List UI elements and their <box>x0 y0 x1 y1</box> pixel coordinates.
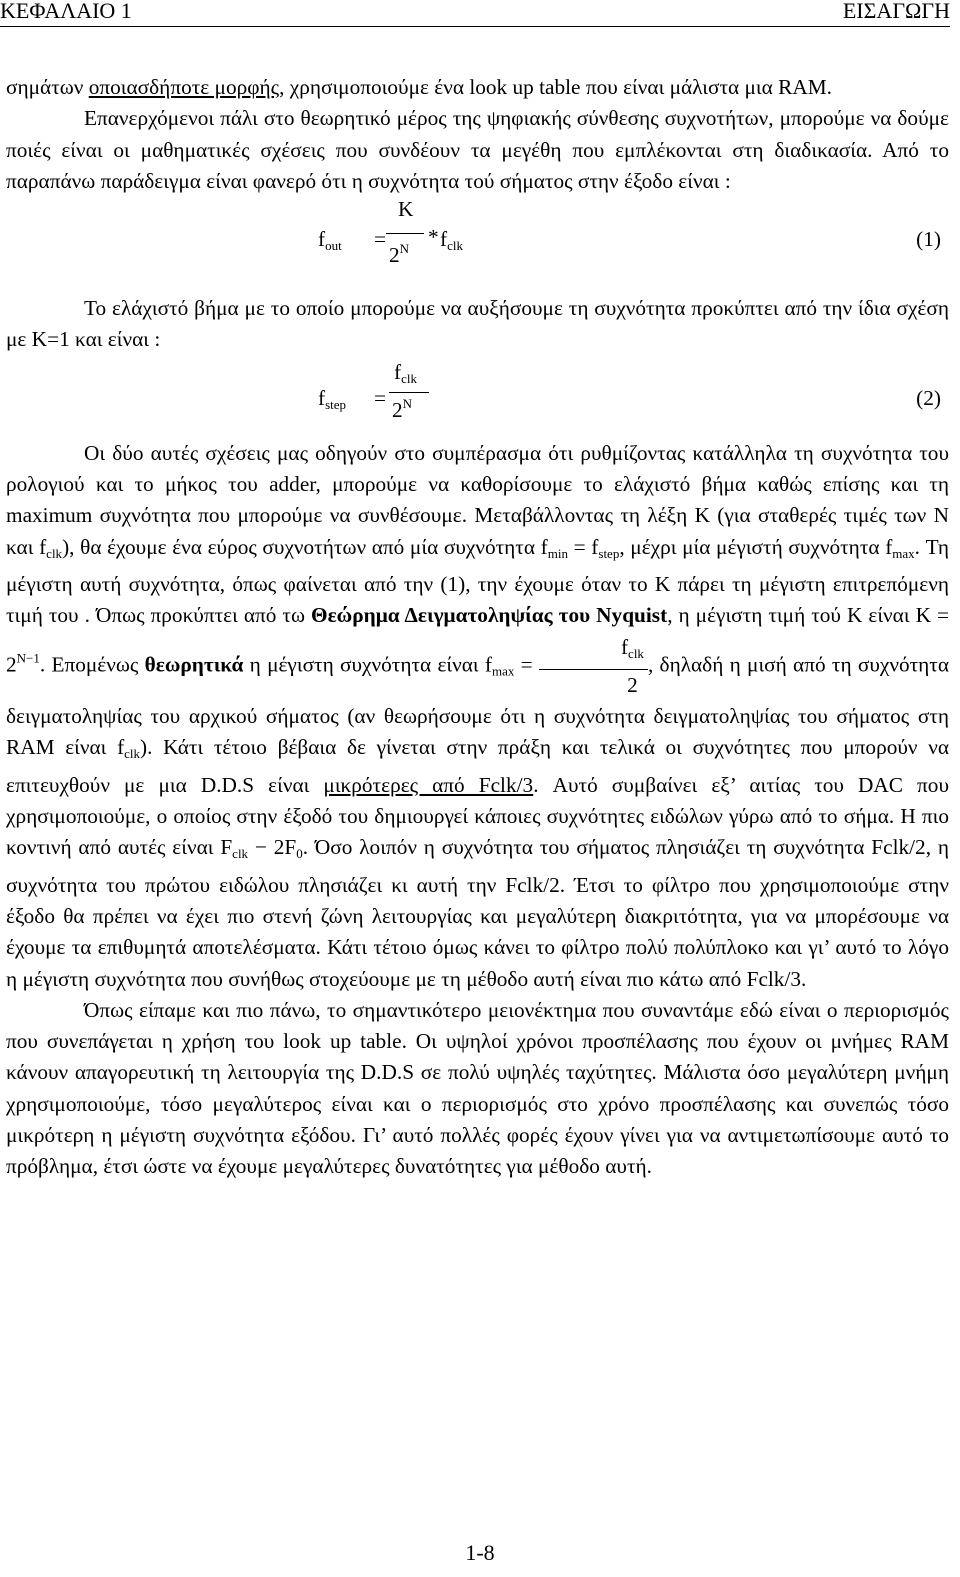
p4-text-6: . Επομένως <box>39 652 145 677</box>
eq2-denominator <box>392 396 412 423</box>
p4-text-5: , η μέγιστη τιμή τού Κ είναι <box>667 603 916 628</box>
eq2-lhs <box>318 386 346 413</box>
eq1-lhs <box>318 227 342 254</box>
p4-text-4: . Τη μέγιστη αυτή συχνότητα, όπως φαίνεται από την (1), την έχουμε όταν το Κ πάρει τη μέγιστη επιτρεπόμενη τιμή του . Όπως προκύπτει από τω <box>6 534 949 628</box>
paragraph-3: Το ελάχιστό βήμα με το οποίο μπορούμε να αυξήσουμε τη συχνότητα προκύπτει από την ίδια σχέση με Κ=1 και είναι : <box>6 296 949 352</box>
sub-min: min <box>547 545 568 561</box>
inline-minus-2F: − 2F <box>248 835 297 860</box>
eq1-exp-N: N <box>399 241 410 257</box>
sub-clk-1: clk <box>46 545 63 561</box>
p4-text-10: . Αυτό συμβαίνει εξ’ αιτίας του DAC που χρησιμοποιούμε, ο οποίος στην έξοδό του δημιουργεί κάποιες συχνότητες ειδώλων γύρω από το σήμα. Η πιο κοντινή από αυτές είναι <box>6 772 949 860</box>
eq1-star: * <box>428 225 439 250</box>
eq2-f: f <box>318 385 326 410</box>
inline-frac-num: $f_{clk}$ <box>620 634 644 661</box>
eq2-sub-clk: clk <box>401 370 417 386</box>
p1-text-b: , χρησιμοποιούμε ένα look up table που είναι μάλιστα μια RAM. <box>279 75 832 99</box>
chapter-title: ΚΕΦΑΛΑΙΟ 1 <box>0 0 132 23</box>
sub-clk-3: clk <box>124 746 141 762</box>
eq1-numerator: K <box>398 197 414 222</box>
underlined-fclk3: μικρότερες από Fclk/3 <box>323 772 534 797</box>
p4-text-2: ), θα έχουμε ένα εύρος συχνοτήτων από μία συχνότητα <box>62 534 541 559</box>
eq2-two: 2 <box>392 397 403 422</box>
sub-step: step <box>598 545 620 561</box>
eq2-sub-step: step <box>325 396 347 412</box>
paragraph-2: Επανερχόμενοι πάλι στο θεωρητικό μέρος της ψηφιακής σύνθεσης συχνοτήτων, μπορούμε να δούμε ποιές είναι οι μαθηματικές σχέσεις που συνδέουν τα μεγέθη που εμπλέκονται στη διαδικασία. Από το παραπάνω παράδειγμα είναι φανερό ότι η συχνότητα τού σήματος στην έξοδο είναι : <box>6 106 949 193</box>
inline-two: 2 <box>6 652 17 677</box>
eq1-two: 2 <box>389 243 400 268</box>
paragraph-4: Οι δύο αυτές σχέσεις μας οδηγούν στο συμπέρασμα ότι ρυθμίζοντας κατάλληλα τη συχνότητα του ρολογιού και το μήκος του adder, μπορούμε να καθορίσουμε το ελάχιστό βήμα καθώς επίσης και τη maximum συχνότητα που μπορούμε να συνθέσουμε. Μεταβάλλοντας τη λέξη Κ (για σταθερές τιμές των Ν και $f_{clk}$), θα έχουμε ένα εύρος συχνοτήτων από μία συχνότητα $f_{min} = f_{step}$, μέχρι μία μέγιστή συχνότητα $f_{max}$. Τη μέγιστη αυτή συχνότητα, όπως φαίνεται από την (1), την έχουμε όταν το Κ πάρει τη μέγιστη επιτρεπόμενη τιμή του . Όπως προκύπτει από τω Θεώρημα Δειγματοληψίας του Nyquist, η μέγιστη τιμή τού Κ είναι $K = 2^{N-1}$. Επομένως θεωρητικά η μέγιστη συχνότητα είναι $f_{max}$ = $\frac{f_{clk}}{2}$ , δηλαδή η μισή από τη συχνότητα δειγματοληψίας του αρχικού σήματος (αν θεωρήσουμε ότι η συχνότητα δειγματοληψίας του σήματος στη RAM είναι $f_{clk}$). Κάτι τέτοιο βέβαια δε γίνεται στην πράξη και τελικά οι συχνότητες που μπορούν να επιτευχθούν με μια D.D.S είναι μικρότερες από Fclk/3. Αυτό συμβαίνει εξ’ αιτίας του DAC που χρησιμοποιούμε, ο οποίος στην έξοδό του δημιουργεί κάποιες συχνότητες ειδώλων γύρω από το σήμα. Η πιο κοντινή από αυτές είναι $F_{clk} - 2F_0$. Όσο λοιπόν η συχνότητα του σήματος πλησιάζει τη συχνότητα Fclk/2, η συχνότητα του πρώτου ειδώλου πλησιάζει κι αυτή την Fclk/2. Έτσι το φίλτρο που χρησιμοποιούμε στην έξοδο θα πρέπει να έχει πιο στενή ζώνη λειτουργίας και μεγαλύτερη διακριτότητα, για να μπορέσουμε να έχουμε τα επιθυμητά αποτελέσματα. Κάτι τέτοιο όμως κάνει το φίλτρο πολύ πολύπλοκο και γι’ αυτό το λόγο η μέγιστη συχνότητα που συνήθως στοχεύουμε με τη μέθοδο αυτή είναι πιο κάτω από Fclk/3. <box>6 440 950 991</box>
eq2-fraction-bar <box>389 392 429 393</box>
p4-text-9: ). Κάτι τέτοιο βέβαια δε γίνεται στην πράξη και τελικά οι συχνότητες που μπορούν να επιτευχθούν με μια D.D.S είναι <box>6 735 949 797</box>
sub-clk-4: clk <box>232 846 249 862</box>
p4-text-7: η μέγιστη συχνότητα είναι <box>243 652 485 677</box>
eq1-sub-out: out <box>325 238 342 254</box>
eq2-f-clk: f <box>394 359 402 384</box>
p4-text-11: . Όσο λοιπόν η συχνότητα του σήματος πλησιάζει τη συχνότητα Fclk/2, η συχνότητα του πρώτου ειδώλου πλησιάζει κι αυτή την Fclk/2. Έτσι το φίλτρο που χρησιμοποιούμε στην έξοδο θα πρέπει να έχει πιο στενή ζώνη λειτουργίας και μεγαλύτερη διακριτότητα, για να μπορέσουμε να έχουμε τα επιθυμητά αποτελέσματα. Κάτι τέτοιο όμως κάνει το φίλτρο πολύ πολύπλοκο και γι’ αυτό το λόγο η μέγιστη συχνότητα που συνήθως στοχεύουμε με τη μέθοδο αυτή είναι πιο κάτω από Fclk/3. <box>6 835 949 991</box>
equation-1 <box>6 197 949 293</box>
sub-max-2: max <box>492 663 515 679</box>
eq1-equals: = <box>374 227 387 252</box>
eq1-sub-clk: clk <box>447 238 463 254</box>
document-body <box>6 72 949 1183</box>
underlined-phrase: οποιασδήποτε μορφής <box>88 75 280 99</box>
eq1-fraction-bar <box>386 233 424 234</box>
eq1-f-clk: f <box>440 227 448 252</box>
p4-text-1: Οι δύο αυτές σχέσεις μας οδηγούν στο συμπέρασμα ότι ρυθμίζοντας κατάλληλα τη συχνότητα του ρολογιού και το μήκος του adder, μπορούμε να καθορίσουμε το ελάχιστό βήμα καθώς επίσης και τη maximum συχνότητα που μπορούμε να συνθέσουμε. Μεταβάλλοντας τη λέξη Κ (για σταθερές τιμές των Ν και <box>6 440 949 559</box>
theoretically-bold: θεωρητικά <box>144 652 244 677</box>
inline-exp: N−1 <box>16 650 40 666</box>
sub-max-1: max <box>892 545 915 561</box>
eq2-number: (2) <box>916 385 941 410</box>
nyquist-theorem-bold: Θεώρημα Δειγματοληψίας του Nyquist <box>311 603 668 628</box>
page-number: 1-8 <box>465 1540 495 1565</box>
eq1-f: f <box>318 227 326 252</box>
sub-zero: 0 <box>296 846 303 862</box>
p4-text-8: , δηλαδή η μισή από τη συχνότητα δειγματοληψίας του αρχικού σήματος (αν θεωρήσουμε ότι η συχνότητα δειγματοληψίας του σήματος στη RAM είναι <box>6 652 950 760</box>
inline-K: K <box>915 603 931 628</box>
eq2-numerator <box>394 360 417 387</box>
eq1-rhs <box>440 227 463 254</box>
paragraph-1 <box>6 72 949 103</box>
eq2-equals: = <box>374 385 387 410</box>
inline-fraction <box>539 632 648 702</box>
inline-F: F <box>220 835 233 860</box>
page-header <box>0 0 950 27</box>
equation-2 <box>6 356 949 438</box>
paragraph-5: Όπως είπαμε και πιο πάνω, το σημαντικότερο μειονέκτημα που συναντάμε εδώ είναι ο περιορισμός που συνεπάγεται η χρήση του look up table. Οι υψηλοί χρόνοι προσπέλασης που έχουν οι μνήμες RAM κάνουν απαγορευτική τη λειτουργία της D.D.S σε πολύ υψηλές ταχύτητες. Μάλιστα όσο μεγαλύτερη μνήμη χρησιμοποιούμε, τόσο μεγαλύτερος είναι και ο περιορισμός στο χρόνο προσπέλασης και συνεπώς τόσο μικρότερη η μέγιστη συχνότητα εξόδου. Γι’ αυτό πολλές φορές έχουν γίνει για να αντιμετωπίσουμε αυτό το πρόβλημα, έτσι ώστε να έχουμε μεγαλύτερες δυνατότητες για μέθοδο αυτή. <box>6 997 949 1179</box>
p4-text-3: , μέχρι μία μέγιστή συχνότητα <box>619 534 886 559</box>
eq1-number: (1) <box>916 227 941 252</box>
inline-frac-den: 2 <box>539 669 648 701</box>
sub-clk-2: clk <box>628 645 644 661</box>
eq2-exp-N: N <box>402 395 413 411</box>
section-title: ΕΙΣΑΓΩΓΗ <box>842 0 950 23</box>
p1-text-a: σημάτων <box>6 75 89 99</box>
eq1-denominator <box>389 241 409 268</box>
